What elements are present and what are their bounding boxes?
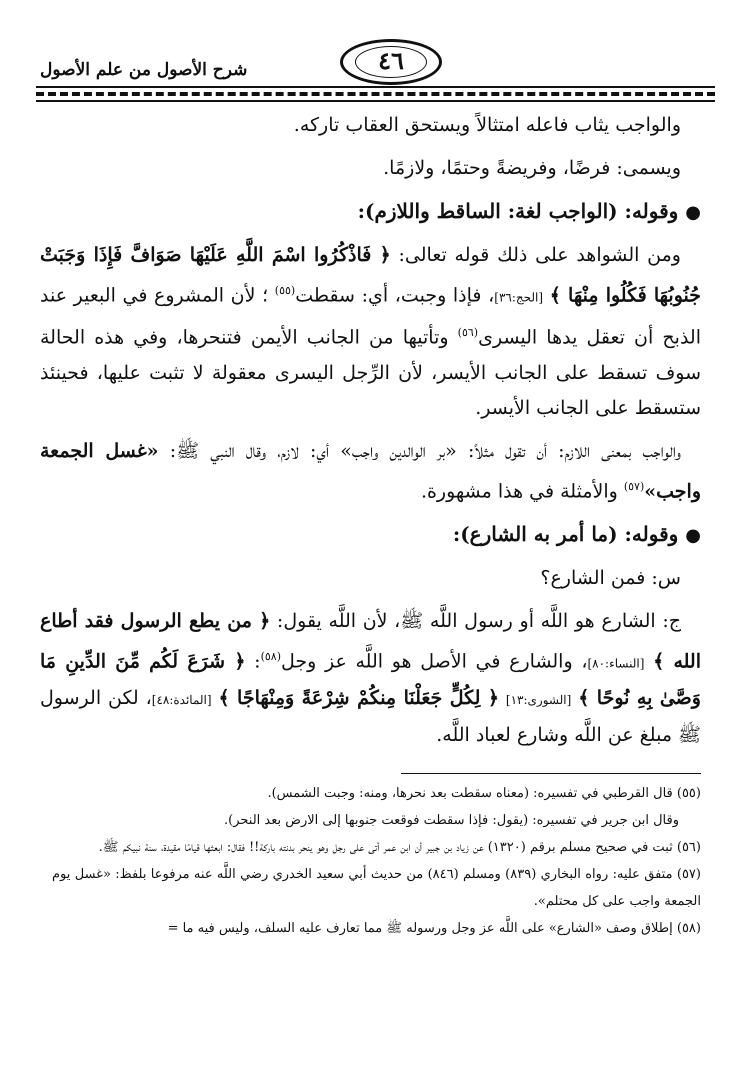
- footnote-marker: (٥٦): [457, 326, 479, 340]
- header-rule-top: [36, 86, 715, 88]
- footnote-56: (٥٦) ثبت في صحيح مسلم برقم (١٣٢٠) عن زياد بن جبير أن ابن عمر أتى على رجل وهو ينحر بدنته باركة!! فقال: ابعثها قيامًا مقيدة، سنة نبيكم ﷺ.: [98, 840, 701, 855]
- verse-reference: [الحج:٣٦]: [494, 290, 544, 305]
- section-heading: ● وقوله: (الواجب لغة: الساقط واللازم):: [357, 199, 701, 223]
- footnote-marker: (٥٧): [623, 479, 645, 493]
- page-header: [30, 36, 707, 86]
- footnote-marker: (٥٨): [260, 649, 281, 663]
- running-title: شرح الأصول من علم الأصول: [40, 60, 248, 80]
- paragraph: والواجب يثاب فاعله امتثالاً ويستحق العقاب تاركه.: [293, 114, 681, 136]
- page-number: ٤٦: [340, 39, 442, 85]
- quran-verse: ﴿ من يطع الرسول فقد أطاع الله ﴾: [40, 609, 701, 673]
- footnote-separator: [401, 773, 701, 774]
- footnotes: [52, 780, 701, 942]
- paragraph: والواجب بمعنى اللازم: أن تقول مثلاً: «بر الوالدين واجب» أي: لازم، وقال النبي ﷺ: «غسل الجمعة واجب»$^{(٥٧)}$ والأمثلة في هذا مشهورة.: [40, 439, 701, 502]
- footnote-57: (٥٧) متفق عليه: رواه البخاري (٨٣٩) ومسلم (٨٤٦) من حديث أبي سعيد الخدري رضي اللَّه عنه مرفوعا بلفظ: «غسل يوم الجمعة واجب على كل محتلم».: [52, 867, 701, 909]
- footnote-55: (٥٥) قال القرطبي في تفسيره: (معناه سقطت بعد نحرها، ومنه: وجبت الشمس).: [267, 786, 701, 801]
- main-text: [40, 108, 701, 761]
- header-rule-dashed: [36, 92, 715, 96]
- bullet-icon: ●: [685, 202, 701, 223]
- header-rule-bottom: [36, 100, 715, 102]
- verse-reference: [الشورى:١٣]: [505, 693, 572, 708]
- footnote-58: (٥٨) إطلاق وصف «الشارع» على اللَّه عز وجل ورسوله ﷺ مما تعارف عليه السلف، وليس فيه ما =: [167, 921, 701, 936]
- section-heading: ● وقوله: (ما أمر به الشارع):: [452, 521, 701, 546]
- paragraph: ومن الشواهد على ذلك قوله تعالى: ﴿ فَاذْكُرُوا اسْمَ اللَّهِ عَلَيْهَا صَوَافَّ فَإِذَا وَجَبَتْ جُنُوبُهَا فَكُلُوا مِنْهَا ﴾ [الحج:٣٦]، فإذا وجبت، أي: سقطت$^{(٥٥)}$ ؛ لأن المشروع في البعير عند الذبح أن تعقل يدها اليسرى$^{(٥٦)}$ وتأتيها من الجانب الأيمن فتنحرها، وفي هذه الحالة سوف تسقط على الجانب الأيسر، لأن الرِّجل اليسرى معقولة لا تثبت عليها، فحينئذ ستسقط على الجانب الأيسر.: [40, 244, 701, 419]
- footnote-55-continued: وقال ابن جرير في تفسيره: (يقول: فإذا سقطت فوقعت جنوبها إلى الارض بعد النحر).: [224, 813, 679, 828]
- verse-reference: [النساء:٨٠]: [587, 656, 645, 671]
- hadith-quote: «غسل الجمعة واجب»: [40, 439, 701, 502]
- paragraph: ويسمى: فرضًا، وفريضةً وحتمًا، ولازمًا.: [383, 157, 681, 179]
- answer: ج: الشارع هو اللَّه أو رسول اللَّه ﷺ، لأن اللَّه يقول: ﴿ من يطع الرسول فقد أطاع الله ﴾ [النساء:٨٠]، والشارع في الأصل هو اللَّه عز وجل$^{(٥٨)}$: ﴿ شَرَعَ لَكُم مِّنَ الدِّينِ مَا وَصَّىٰ بِهِ نُوحًا ﴾ [الشورى:١٣] ﴿ لِكُلٍّ جَعَلْنَا مِنكُمْ شِرْعَةً وَمِنْهَاجًا ﴾ [المائدة:٤٨]، لكن الرسول ﷺ مبلغ عن اللَّه وشارع لعباد اللَّه.: [40, 609, 701, 747]
- quran-verse: ﴿ شَرَعَ لَكُم مِّنَ الدِّينِ مَا وَصَّىٰ بِهِ نُوحًا ﴾: [40, 650, 701, 710]
- footnote-marker: (٥٥): [274, 284, 296, 297]
- verse-reference: [المائدة:٤٨]: [151, 693, 212, 708]
- quran-verse: ﴿ فَاذْكُرُوا اسْمَ اللَّهِ عَلَيْهَا صَوَافَّ فَإِذَا وَجَبَتْ جُنُوبُهَا فَكُلُوا مِنْهَا ﴾: [40, 244, 701, 307]
- bullet-icon: ●: [685, 524, 701, 546]
- question: س: فمن الشارع؟: [540, 566, 681, 589]
- quran-verse: ﴿ لِكُلٍّ جَعَلْنَا مِنكُمْ شِرْعَةً وَمِنْهَاجًا ﴾: [218, 687, 500, 710]
